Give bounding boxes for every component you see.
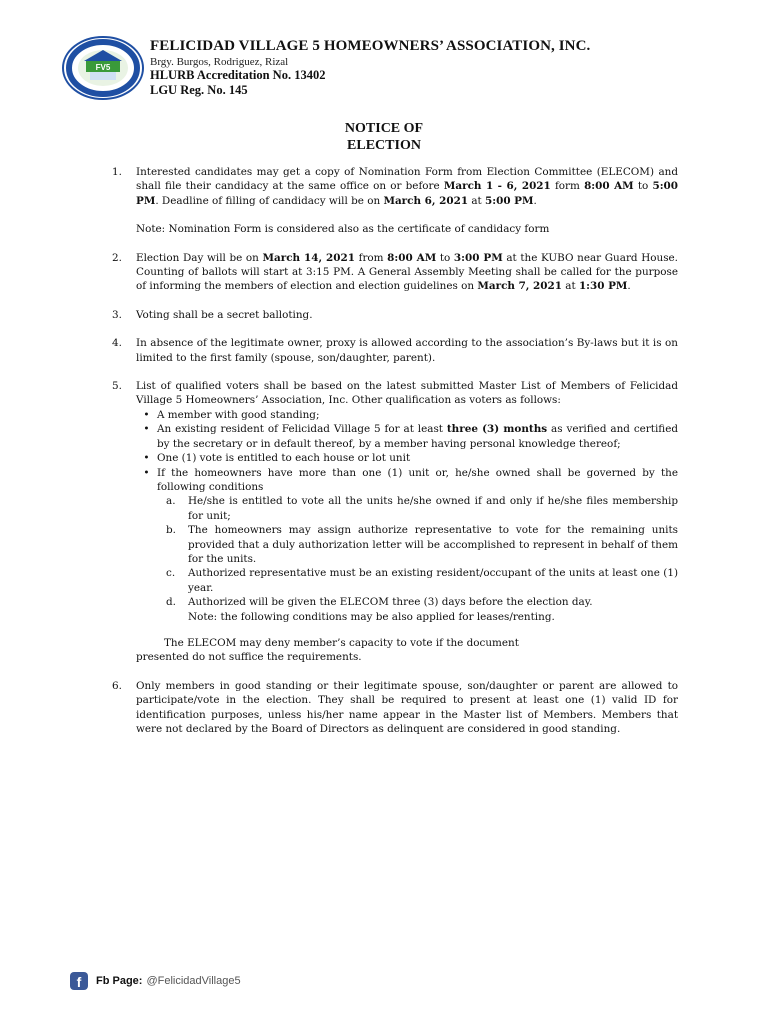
list-item-3: [112, 308, 678, 322]
bold-date: March 14, 2021: [262, 251, 355, 264]
text-run: Election Day will be on: [136, 251, 263, 264]
bold-date: March 6, 2021: [383, 194, 469, 207]
bold-time: 8:00 AM: [387, 251, 437, 264]
bold-time: 5:00 PM: [136, 180, 678, 207]
conditions-note: Note: the following conditions may be also applied for leases/renting.: [188, 610, 555, 623]
bullet-text: [157, 422, 678, 451]
sub-item: [166, 595, 678, 609]
sub-letter: c.: [166, 567, 176, 580]
text-run: to: [436, 251, 454, 264]
item-1-text: [136, 165, 678, 208]
bold-time: 5:00 PM: [485, 194, 534, 207]
deny-line-2: presented do not suffice the requirements.: [136, 651, 362, 664]
letterhead: [150, 38, 590, 98]
bullet-text: A member with good standing;: [157, 408, 320, 421]
list-item-4: [112, 336, 678, 365]
bullet-item: [136, 408, 678, 422]
fb-page-handle[interactable]: @FelicidadVillage5: [146, 975, 241, 987]
text-run: from: [354, 251, 388, 264]
bullet-icon: •: [143, 452, 150, 465]
qualification-bullets: [136, 408, 678, 494]
item-2-text: [136, 251, 678, 294]
list-item-6: [112, 679, 678, 737]
bullet-text: One (1) vote is entitled to each house or lot unit: [157, 452, 411, 465]
title-line-2: ELECTION: [347, 138, 421, 153]
footer: [70, 972, 241, 990]
deny-line-1: The ELECOM may deny member’s capacity to vote if the document: [164, 636, 519, 649]
list-item-1: [112, 165, 678, 237]
item-number: 5.: [112, 380, 122, 393]
item-3-text: Voting shall be a secret balloting.: [136, 308, 313, 321]
condition-sublist: [166, 494, 678, 609]
text-run: at: [468, 194, 486, 207]
item-number: 2.: [112, 251, 122, 264]
bullet-icon: •: [143, 466, 150, 479]
bold-date: March 1 - 6, 2021: [443, 180, 551, 193]
text-run: as verified and certified by the secretary or in default thereof, by a member having personal knowledge thereof;: [157, 423, 678, 450]
text-run: . Deadline of filling of candidacy will be on: [155, 194, 384, 207]
item-number: 1.: [112, 166, 122, 178]
organization-name: FELICIDAD VILLAGE 5 HOMEOWNERS’ ASSOCIATION, INC.: [150, 38, 591, 54]
fb-page-label: Fb Page:: [96, 975, 143, 987]
bullet-item: [136, 422, 678, 451]
sub-item: [166, 523, 678, 566]
text-run: Interested candidates may get a copy of Nomination Form from Election Committee (ELECOM) and shall file their candidacy at the same office on or before: [136, 166, 678, 193]
sub-letter: d.: [166, 596, 176, 609]
sub-text: Authorized will be given the ELECOM three (3) days before the election day.: [188, 596, 593, 609]
title-line-1: NOTICE OF: [344, 121, 424, 136]
list-item-2: [112, 251, 678, 294]
item-5-intro: List of qualified voters shall be based on the latest submitted Master List of Members of Felicidad Village 5 Homeowners’ Association, Inc. Other qualification as voters as follows:: [136, 380, 678, 407]
text-run: .: [627, 280, 631, 293]
text-run: An existing resident of Felicidad Village 5 for at least: [157, 423, 447, 436]
text-run: at: [561, 280, 579, 293]
sub-text: Authorized representative must be an existing resident/occupant of the units at least one (1) year.: [188, 567, 678, 594]
item-6-text: Only members in good standing or their legitimate spouse, son/daughter or parent are allowed to participate/vote in the election. They shall be required to present at least one (1) valid ID for identification purposes, unless his/her name appear in the Master list of Members. Members that were not declared by the Board of Directors as delinquent are considered in good standing.: [136, 679, 678, 735]
lgu-registration: LGU Reg. No. 145: [150, 83, 248, 97]
facebook-icon[interactable]: f: [70, 972, 88, 990]
text-run: at the KUBO near Guard House. Counting of ballots will start at 3:15 PM. A General Assembly Meeting shall be called for the purpose of informing the members of election and election guidelines on: [136, 251, 678, 293]
sub-text: The homeowners may assign authorize representative to vote for the remaining units provided that a duly authorization letter will be accomplished to represent in behalf of them for the units.: [188, 524, 678, 565]
item-number: 3.: [112, 308, 122, 321]
item-number: 4.: [112, 337, 122, 350]
bullet-icon: •: [143, 408, 150, 421]
item-1-note: Note: Nomination Form is considered also as the certificate of candidacy form: [136, 223, 550, 236]
sub-item: [166, 494, 678, 523]
sub-item: [166, 566, 678, 595]
hlurb-accreditation: HLURB Accreditation No. 13402: [150, 68, 326, 82]
bold-time: 8:00 AM: [584, 180, 634, 193]
list-item-5: [112, 379, 678, 624]
bold-date: March 7, 2021: [477, 280, 562, 293]
svg-text:FV5: FV5: [95, 63, 111, 72]
text-run: .: [533, 194, 537, 207]
association-logo: [62, 36, 144, 100]
bullet-item: [136, 451, 678, 465]
elecom-deny-paragraph: [112, 636, 678, 665]
bold-time: 3:00 PM: [453, 251, 503, 264]
sub-text: He/she is entitled to vote all the units he/she owned if and only if he/she files membership for unit;: [188, 495, 678, 522]
item-number: 6.: [112, 679, 122, 692]
text-run: form: [550, 180, 585, 193]
address: Brgy. Burgos, Rodriguez, Rizal: [150, 56, 289, 68]
bold-duration: three (3) months: [446, 423, 548, 436]
item-4-text: In absence of the legitimate owner, proxy is allowed according to the association’s By-laws but it is on limited to the first family (spouse, son/daughter, parent).: [136, 337, 678, 364]
notice-body: [112, 165, 678, 750]
sub-letter: b.: [166, 524, 176, 537]
text-run: to: [633, 180, 653, 193]
bold-time: 1:30 PM: [578, 280, 628, 293]
sub-letter: a.: [166, 495, 176, 508]
bullet-text: If the homeowners have more than one (1) unit or, he/she owned shall be governed by the following conditions: [157, 466, 678, 493]
page-title: [0, 120, 768, 154]
bullet-icon: •: [143, 423, 150, 436]
bullet-item: [136, 466, 678, 495]
